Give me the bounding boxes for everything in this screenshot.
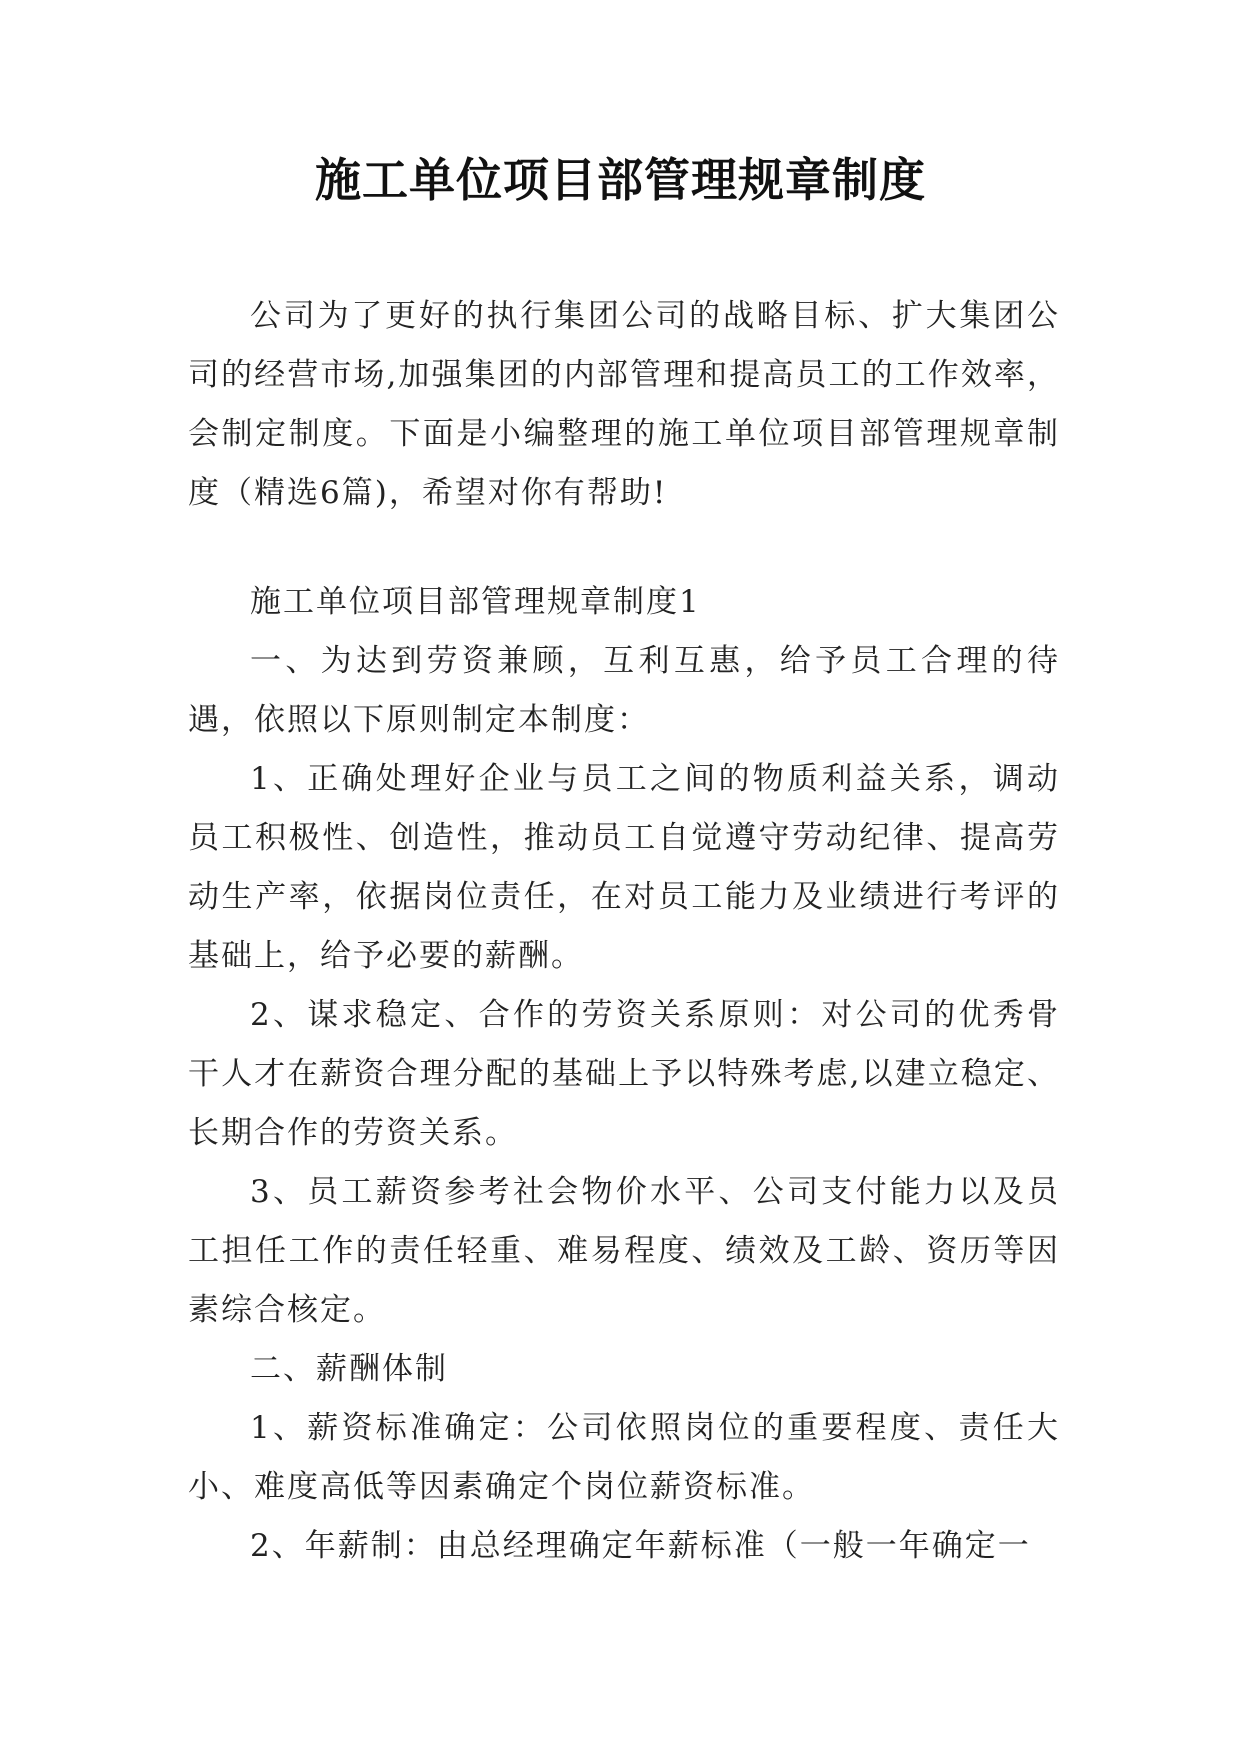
sub-heading: 二、薪酬体制: [250, 1351, 448, 1387]
paragraph: 1、正确处理好企业与员工之间的物质利益关系，调动员工积极性、创造性，推动员工自觉遵守劳动纪律、提高劳动生产率，依据岗位责任，在对员工能力及业绩进行考评的基础上，给予必要的薪酬。: [188, 761, 1060, 974]
paragraph: 1、薪资标准确定：公司依照岗位的重要程度、责任大小、难度高低等因素确定个岗位薪资标准。: [188, 1410, 1060, 1505]
intro-paragraph: 公司为了更好的执行集团公司的战略目标、扩大集团公司的经营市场,加强集团的内部管理和提高员工的工作效率，会制定制度。下面是小编整理的施工单位项目部管理规章制度（精选6篇)，希望对你有帮助!: [188, 298, 1060, 511]
content-section: [188, 573, 1060, 1576]
intro-section: [188, 287, 1060, 523]
paragraph: 一、为达到劳资兼顾，互利互惠，给予员工合理的待遇，依照以下原则制定本制度：: [188, 643, 1060, 738]
paragraph: 2、谋求稳定、合作的劳资关系原则：对公司的优秀骨干人才在薪资合理分配的基础上予以特殊考虑,以建立稳定、长期合作的劳资关系。: [188, 997, 1060, 1151]
paragraph: 2、年薪制：由总经理确定年薪标准（一般一年确定一: [250, 1528, 1031, 1564]
page-title: 施工单位项目部管理规章制度: [315, 153, 926, 207]
paragraph: 3、员工薪资参考社会物价水平、公司支付能力以及员工担任工作的责任轻重、难易程度、绩效及工龄、资历等因素综合核定。: [188, 1174, 1060, 1328]
section-heading: 施工单位项目部管理规章制度1: [250, 584, 701, 620]
